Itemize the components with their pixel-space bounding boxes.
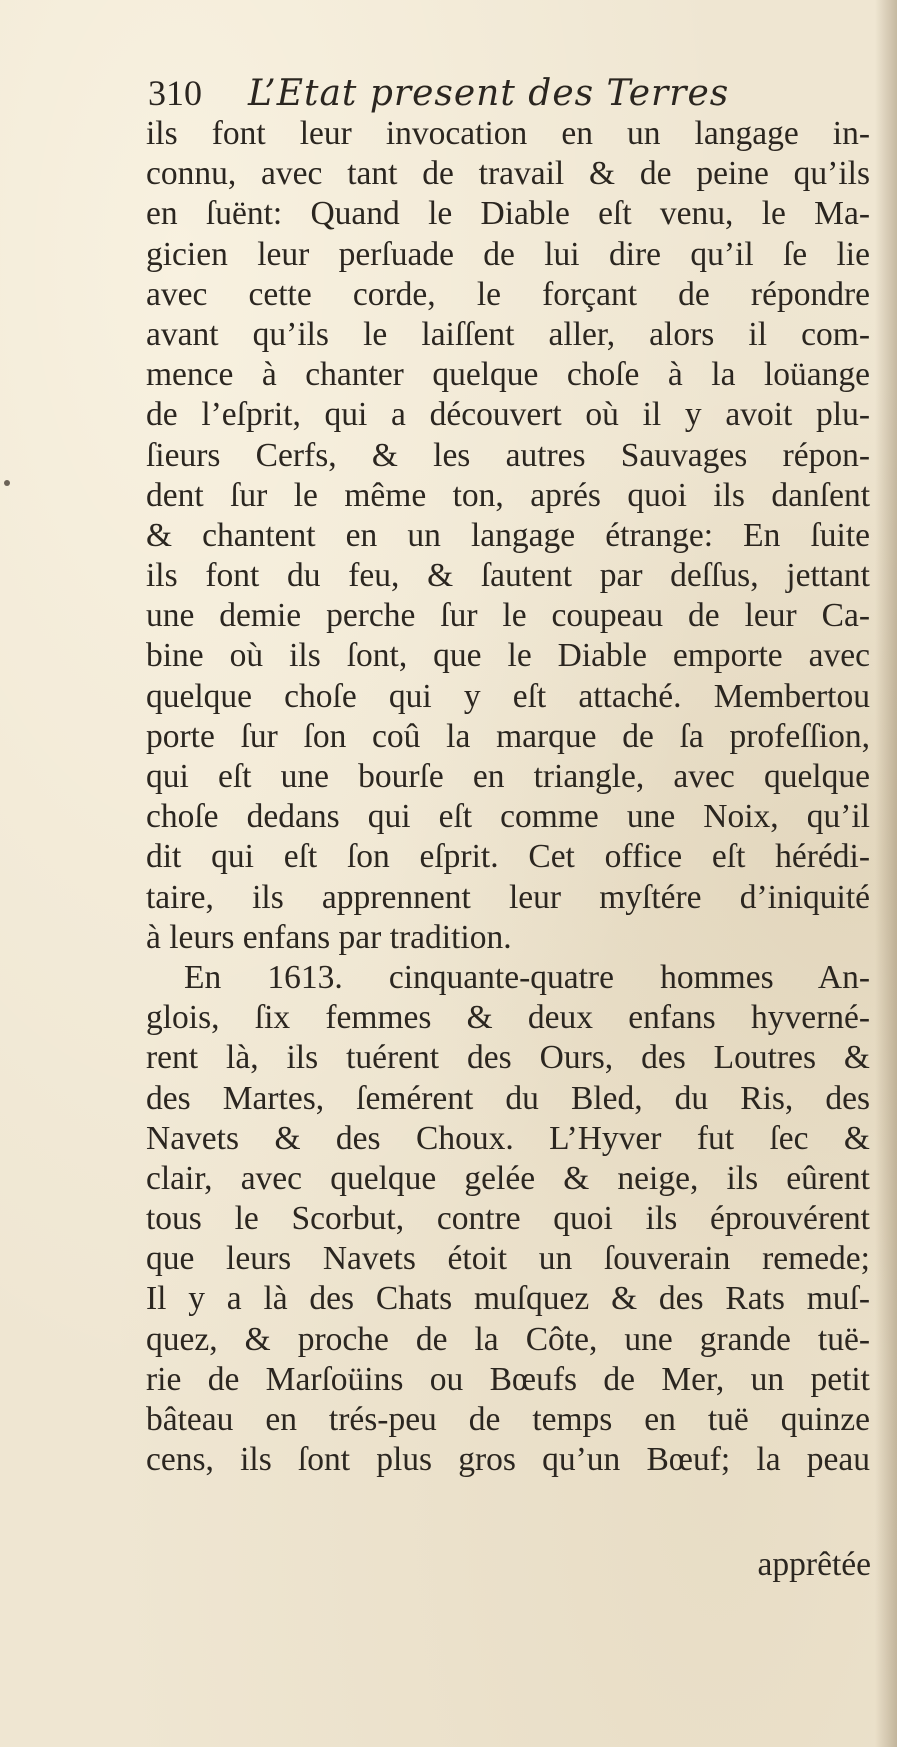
text-line: ils font leur invocation en un langage in-: [146, 115, 870, 152]
text-line: une demie perche ſur le coupeau de leur Ca-: [146, 597, 870, 635]
text-line: rent là, ils tuérent des Ours, des Loutres &: [146, 1039, 870, 1077]
text-line: tous le Scorbut, contre quoi ils éprouvérent: [146, 1200, 870, 1238]
text-line: avec cette corde, le forçant de répondre: [146, 275, 870, 313]
text-line: avant qu’ils le laiſſent aller, alors il com-: [146, 315, 870, 353]
text-line: & chantent en un langage étrange: En ſuite: [146, 516, 870, 554]
catchword: apprêtée: [757, 1546, 871, 1583]
text-line: quez, & proche de la Côte, une grande tuë-: [146, 1320, 870, 1358]
text-line: dent ſur le même ton, aprés quoi ils danſent: [146, 476, 870, 514]
text-line: porte ſur ſon coû la marque de ſa profeſſion,: [146, 717, 870, 755]
text-line: bâteau en trés-peu de temps en tuë quinze: [146, 1401, 870, 1438]
text-line: connu, avec tant de travail & de peine qu’ils: [146, 155, 870, 193]
text-line: Il y a là des Chats muſquez & des Rats muſ-: [146, 1280, 870, 1318]
paragraph-start-line: En 1613. cinquante-quatre hommes An-: [184, 958, 870, 996]
text-line: clair, avec quelque gelée & neige, ils eûrent: [146, 1159, 870, 1197]
text-line: qui eſt une bourſe en triangle, avec quelque: [146, 758, 870, 795]
body-text: [146, 114, 870, 1480]
text-line: quelque choſe qui y eſt attaché. Membertou: [146, 677, 870, 715]
text-line: cens, ils ſont plus gros qu’un Bœuf; la peau: [146, 1441, 870, 1479]
margin-ink-spot: [4, 480, 10, 486]
text-line: glois, ſix femmes & deux enfans hyverné-: [146, 999, 870, 1037]
page-number: 310: [148, 73, 202, 113]
text-line: taire, ils apprennent leur myſtére d’iniquité: [146, 878, 870, 916]
page-gutter-shadow: [875, 0, 897, 1747]
text-line: rie de Marſoüins ou Bœufs de Mer, un petit: [146, 1360, 870, 1398]
text-line: bine où ils ſont, que le Diable emporte avec: [146, 637, 870, 675]
paragraph-end-line: à leurs enfans par tradition.: [146, 918, 512, 956]
text-line: des Martes, ſemérent du Bled, du Ris, des: [146, 1079, 870, 1117]
text-line: Navets & des Choux. L’Hyver fut ſec &: [146, 1119, 870, 1157]
text-line: de l’eſprit, qui a découvert où il y avoit plu-: [146, 396, 870, 434]
text-line: gicien leur perſuade de lui dire qu’il ſe lie: [146, 235, 870, 273]
text-line: en ſuënt: Quand le Diable eſt venu, le Ma-: [146, 195, 870, 233]
text-line: dit qui eſt ſon eſprit. Cet office eſt hérédi-: [146, 838, 870, 876]
running-title: L’Etat present des Terres: [248, 73, 730, 114]
running-head: [148, 68, 788, 118]
text-line: ils font du feu, & ſautent par deſſus, jettant: [146, 557, 870, 595]
text-line: ſieurs Cerfs, & les autres Sauvages répon-: [146, 436, 870, 474]
text-line: mence à chanter quelque choſe à la loüange: [146, 356, 870, 394]
text-line: que leurs Navets étoit un ſouverain remede;: [146, 1240, 870, 1278]
text-line: choſe dedans qui eſt comme une Noix, qu’il: [146, 798, 870, 836]
